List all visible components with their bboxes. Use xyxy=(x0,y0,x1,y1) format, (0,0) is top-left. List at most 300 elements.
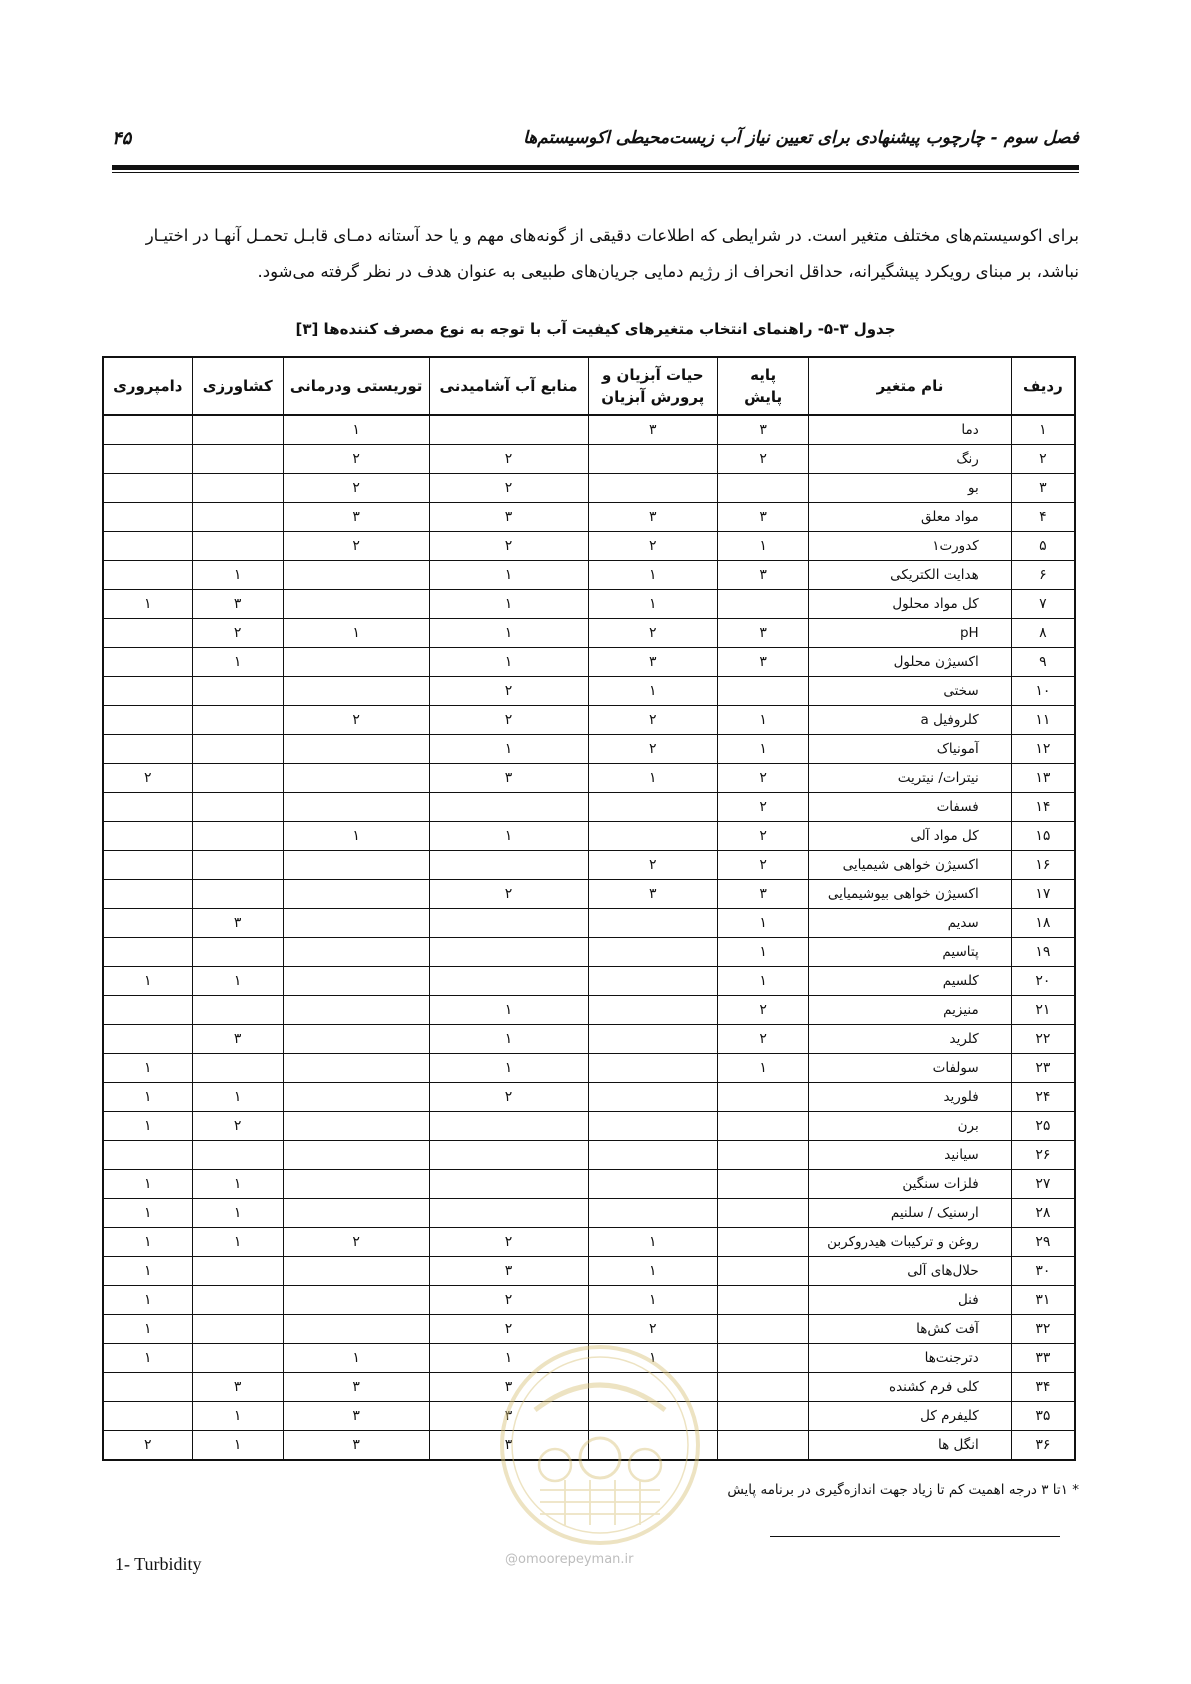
table-row xyxy=(103,822,1075,851)
cell-drinking: ۱ xyxy=(429,590,588,619)
header-rule-thick xyxy=(112,165,1079,170)
cell-livestock xyxy=(103,1141,192,1170)
cell-variable: کلسیم xyxy=(809,967,1012,996)
table-row xyxy=(103,590,1075,619)
cell-aquatic: ۲ xyxy=(588,735,718,764)
cell-row-no: ۱۹ xyxy=(1011,938,1075,967)
cell-tourism xyxy=(283,764,429,793)
cell-variable: سولفات xyxy=(809,1054,1012,1083)
cell-base xyxy=(718,1315,809,1344)
cell-tourism xyxy=(283,1112,429,1141)
cell-livestock xyxy=(103,677,192,706)
cell-agriculture xyxy=(192,851,283,880)
cell-agriculture: ۳ xyxy=(192,1025,283,1054)
cell-aquatic xyxy=(588,474,718,503)
cell-aquatic xyxy=(588,938,718,967)
table-row xyxy=(103,561,1075,590)
cell-row-no: ۷ xyxy=(1011,590,1075,619)
cell-drinking xyxy=(429,1170,588,1199)
cell-tourism: ۲ xyxy=(283,474,429,503)
cell-drinking: ۲ xyxy=(429,532,588,561)
cell-tourism xyxy=(283,793,429,822)
seal-gear-right xyxy=(629,1449,661,1481)
cell-row-no: ۹ xyxy=(1011,648,1075,677)
cell-row-no: ۲۹ xyxy=(1011,1228,1075,1257)
cell-base: ۲ xyxy=(718,764,809,793)
cell-base: ۳ xyxy=(718,561,809,590)
cell-livestock xyxy=(103,648,192,677)
cell-tourism xyxy=(283,880,429,909)
cell-variable: اکسیژن خواهی بیوشیمیایی xyxy=(809,880,1012,909)
cell-aquatic: ۱ xyxy=(588,764,718,793)
cell-drinking: ۲ xyxy=(429,1083,588,1112)
table-row xyxy=(103,1228,1075,1257)
cell-tourism: ۲ xyxy=(283,445,429,474)
cell-base xyxy=(718,1286,809,1315)
table-row xyxy=(103,1286,1075,1315)
cell-drinking: ۲ xyxy=(429,1228,588,1257)
cell-tourism xyxy=(283,1141,429,1170)
cell-agriculture: ۳ xyxy=(192,1373,283,1402)
cell-aquatic xyxy=(588,822,718,851)
table-row xyxy=(103,648,1075,677)
cell-row-no: ۳۱ xyxy=(1011,1286,1075,1315)
cell-livestock xyxy=(103,938,192,967)
cell-variable: پتاسیم xyxy=(809,938,1012,967)
cell-row-no: ۲۲ xyxy=(1011,1025,1075,1054)
cell-livestock xyxy=(103,909,192,938)
cell-agriculture xyxy=(192,764,283,793)
cell-base: ۲ xyxy=(718,793,809,822)
cell-livestock xyxy=(103,880,192,909)
table-row xyxy=(103,1257,1075,1286)
cell-agriculture: ۱ xyxy=(192,1199,283,1228)
cell-variable: کلرید xyxy=(809,1025,1012,1054)
cell-aquatic: ۱ xyxy=(588,590,718,619)
cell-row-no: ۲۰ xyxy=(1011,967,1075,996)
cell-variable: نیترات/ نیتریت xyxy=(809,764,1012,793)
cell-drinking xyxy=(429,415,588,445)
cell-drinking: ۳ xyxy=(429,1373,588,1402)
table-row xyxy=(103,1054,1075,1083)
cell-agriculture xyxy=(192,1257,283,1286)
cell-base xyxy=(718,677,809,706)
cell-livestock: ۱ xyxy=(103,967,192,996)
cell-aquatic: ۲ xyxy=(588,851,718,880)
cell-row-no: ۳۴ xyxy=(1011,1373,1075,1402)
table-row xyxy=(103,1141,1075,1170)
cell-livestock: ۱ xyxy=(103,1112,192,1141)
cell-base: ۱ xyxy=(718,1054,809,1083)
cell-drinking: ۳ xyxy=(429,764,588,793)
cell-livestock xyxy=(103,503,192,532)
cell-agriculture: ۳ xyxy=(192,909,283,938)
cell-base: ۳ xyxy=(718,503,809,532)
cell-variable: هدایت الکتریکی xyxy=(809,561,1012,590)
seal-gear xyxy=(580,1438,620,1478)
cell-variable: کل مواد آلی xyxy=(809,822,1012,851)
cell-tourism: ۲ xyxy=(283,1228,429,1257)
cell-livestock: ۱ xyxy=(103,1083,192,1112)
cell-livestock: ۱ xyxy=(103,1315,192,1344)
table-row xyxy=(103,735,1075,764)
cell-row-no: ۱ xyxy=(1011,415,1075,445)
cell-tourism: ۱ xyxy=(283,619,429,648)
header-base-line1: پایه xyxy=(750,366,777,384)
cell-aquatic: ۲ xyxy=(588,532,718,561)
table-row xyxy=(103,1112,1075,1141)
cell-livestock xyxy=(103,706,192,735)
cell-variable: اکسیژن محلول xyxy=(809,648,1012,677)
cell-variable: سختی xyxy=(809,677,1012,706)
cell-variable: منیزیم xyxy=(809,996,1012,1025)
cell-aquatic xyxy=(588,1025,718,1054)
cell-drinking xyxy=(429,938,588,967)
cell-drinking: ۲ xyxy=(429,474,588,503)
table-row xyxy=(103,851,1075,880)
cell-livestock xyxy=(103,996,192,1025)
page-header xyxy=(112,128,1079,162)
cell-tourism: ۳ xyxy=(283,1402,429,1431)
table-row xyxy=(103,967,1075,996)
cell-variable: کلی فرم کشنده xyxy=(809,1373,1012,1402)
cell-row-no: ۱۴ xyxy=(1011,793,1075,822)
cell-variable: رنگ xyxy=(809,445,1012,474)
chapter-title: فصل سوم - چارچوب پیشنهادی برای تعیین نیاز آب زیست‌محیطی اکوسیستم‌ها xyxy=(523,128,1079,148)
paragraph-line-2: نباشد، بر مبنای رویکرد پیشگیرانه، حداقل انحراف از رژیم دمایی جریان‌های طبیعی به عنوان هدف در نظر گرفته می‌شود. xyxy=(257,262,1079,281)
cell-tourism xyxy=(283,1199,429,1228)
cell-aquatic: ۱ xyxy=(588,1228,718,1257)
cell-base: ۱ xyxy=(718,967,809,996)
cell-tourism xyxy=(283,1083,429,1112)
table-row xyxy=(103,793,1075,822)
cell-base xyxy=(718,1402,809,1431)
cell-variable: مواد معلق xyxy=(809,503,1012,532)
water-quality-table xyxy=(102,356,1076,1461)
cell-variable: pH xyxy=(809,619,1012,648)
cell-drinking xyxy=(429,793,588,822)
cell-drinking: ۱ xyxy=(429,996,588,1025)
cell-livestock xyxy=(103,1402,192,1431)
header-agriculture: کشاورزی xyxy=(192,357,283,415)
cell-agriculture xyxy=(192,996,283,1025)
cell-aquatic xyxy=(588,445,718,474)
cell-variable: کدورت۱ xyxy=(809,532,1012,561)
cell-livestock: ۱ xyxy=(103,1170,192,1199)
header-tourism: توریستی ودرمانی xyxy=(283,357,429,415)
cell-livestock: ۲ xyxy=(103,1431,192,1461)
cell-drinking: ۱ xyxy=(429,561,588,590)
seal-grid xyxy=(540,1480,660,1525)
cell-aquatic xyxy=(588,1170,718,1199)
cell-base: ۳ xyxy=(718,880,809,909)
cell-base xyxy=(718,1170,809,1199)
cell-drinking: ۳ xyxy=(429,1402,588,1431)
header-rule-thin xyxy=(112,172,1079,173)
cell-livestock xyxy=(103,1373,192,1402)
cell-drinking: ۳ xyxy=(429,503,588,532)
cell-variable: سدیم xyxy=(809,909,1012,938)
table-row xyxy=(103,1025,1075,1054)
cell-drinking xyxy=(429,851,588,880)
cell-livestock xyxy=(103,415,192,445)
seal-arc xyxy=(535,1385,665,1410)
cell-variable: دما xyxy=(809,415,1012,445)
cell-drinking: ۲ xyxy=(429,677,588,706)
cell-row-no: ۱۸ xyxy=(1011,909,1075,938)
cell-tourism: ۲ xyxy=(283,706,429,735)
cell-aquatic xyxy=(588,1112,718,1141)
cell-base: ۱ xyxy=(718,706,809,735)
cell-drinking: ۲ xyxy=(429,1315,588,1344)
header-variable: نام متغیر xyxy=(809,357,1012,415)
cell-variable: حلال‌های آلی xyxy=(809,1257,1012,1286)
cell-drinking: ۲ xyxy=(429,880,588,909)
cell-variable: بو xyxy=(809,474,1012,503)
cell-base: ۱ xyxy=(718,909,809,938)
header-aquatic-line2: پرورش آبزیان xyxy=(601,388,705,406)
header-base xyxy=(718,357,809,415)
cell-livestock xyxy=(103,822,192,851)
cell-drinking: ۱ xyxy=(429,1025,588,1054)
cell-livestock: ۱ xyxy=(103,1286,192,1315)
footnote-rule xyxy=(770,1536,1060,1537)
header-drinking: منابع آب آشامیدنی xyxy=(429,357,588,415)
cell-agriculture: ۱ xyxy=(192,1228,283,1257)
cell-variable: برن xyxy=(809,1112,1012,1141)
cell-base: ۲ xyxy=(718,445,809,474)
cell-base: ۲ xyxy=(718,1025,809,1054)
cell-tourism xyxy=(283,1257,429,1286)
cell-agriculture xyxy=(192,445,283,474)
cell-agriculture: ۱ xyxy=(192,648,283,677)
cell-row-no: ۱۶ xyxy=(1011,851,1075,880)
cell-aquatic: ۳ xyxy=(588,415,718,445)
cell-agriculture xyxy=(192,793,283,822)
cell-row-no: ۳۲ xyxy=(1011,1315,1075,1344)
header-row-no: ردیف xyxy=(1011,357,1075,415)
body-paragraph xyxy=(112,218,1079,290)
table-row xyxy=(103,996,1075,1025)
cell-livestock xyxy=(103,532,192,561)
cell-agriculture xyxy=(192,1344,283,1373)
cell-agriculture xyxy=(192,735,283,764)
cell-row-no: ۳ xyxy=(1011,474,1075,503)
cell-agriculture: ۲ xyxy=(192,619,283,648)
cell-row-no: ۲۷ xyxy=(1011,1170,1075,1199)
watermark-seal-icon xyxy=(495,1340,705,1550)
cell-tourism xyxy=(283,1025,429,1054)
cell-base: ۳ xyxy=(718,648,809,677)
cell-row-no: ۲۴ xyxy=(1011,1083,1075,1112)
cell-variable: آمونیاک xyxy=(809,735,1012,764)
cell-variable: روغن و ترکیبات هیدروکربن xyxy=(809,1228,1012,1257)
cell-drinking xyxy=(429,1112,588,1141)
cell-agriculture: ۱ xyxy=(192,561,283,590)
cell-agriculture xyxy=(192,1054,283,1083)
cell-aquatic: ۱ xyxy=(588,677,718,706)
cell-base xyxy=(718,1257,809,1286)
table-caption: جدول ۳-۵- راهنمای انتخاب متغیرهای کیفیت آب با توجه به نوع مصرف کننده‌ها [۳] xyxy=(295,320,896,338)
cell-drinking: ۱ xyxy=(429,648,588,677)
cell-variable: آفت کش‌ها xyxy=(809,1315,1012,1344)
cell-row-no: ۲۵ xyxy=(1011,1112,1075,1141)
cell-aquatic: ۱ xyxy=(588,1344,718,1373)
cell-variable: سیانید xyxy=(809,1141,1012,1170)
cell-row-no: ۳۳ xyxy=(1011,1344,1075,1373)
cell-drinking: ۱ xyxy=(429,1344,588,1373)
table-row xyxy=(103,619,1075,648)
cell-livestock: ۱ xyxy=(103,1228,192,1257)
cell-base: ۳ xyxy=(718,619,809,648)
watermark-handle: @omoorepeyman.ir xyxy=(505,1552,634,1567)
cell-agriculture: ۱ xyxy=(192,1402,283,1431)
cell-tourism xyxy=(283,967,429,996)
cell-base xyxy=(718,474,809,503)
cell-aquatic xyxy=(588,793,718,822)
cell-row-no: ۳۰ xyxy=(1011,1257,1075,1286)
cell-livestock xyxy=(103,561,192,590)
cell-tourism: ۳ xyxy=(283,503,429,532)
cell-tourism xyxy=(283,677,429,706)
cell-variable: اکسیژن خواهی شیمیایی xyxy=(809,851,1012,880)
cell-tourism xyxy=(283,735,429,764)
cell-row-no: ۲ xyxy=(1011,445,1075,474)
cell-variable: فلزات سنگین xyxy=(809,1170,1012,1199)
cell-base xyxy=(718,1199,809,1228)
cell-aquatic: ۳ xyxy=(588,880,718,909)
cell-base: ۲ xyxy=(718,851,809,880)
cell-livestock xyxy=(103,793,192,822)
cell-tourism xyxy=(283,996,429,1025)
cell-row-no: ۱۰ xyxy=(1011,677,1075,706)
cell-variable: ارسنیک / سلنیم xyxy=(809,1199,1012,1228)
cell-row-no: ۱۱ xyxy=(1011,706,1075,735)
cell-row-no: ۶ xyxy=(1011,561,1075,590)
cell-livestock xyxy=(103,735,192,764)
cell-livestock xyxy=(103,619,192,648)
header-livestock: دامپروری xyxy=(103,357,192,415)
cell-aquatic xyxy=(588,1141,718,1170)
cell-agriculture xyxy=(192,938,283,967)
cell-agriculture xyxy=(192,677,283,706)
cell-row-no: ۲۶ xyxy=(1011,1141,1075,1170)
table-row xyxy=(103,532,1075,561)
cell-tourism xyxy=(283,938,429,967)
page-number: ۴۵ xyxy=(112,128,132,149)
table-row xyxy=(103,1083,1075,1112)
cell-base: ۱ xyxy=(718,532,809,561)
table-row xyxy=(103,1199,1075,1228)
cell-agriculture xyxy=(192,1286,283,1315)
cell-base xyxy=(718,1373,809,1402)
table-row xyxy=(103,474,1075,503)
cell-tourism xyxy=(283,648,429,677)
cell-row-no: ۸ xyxy=(1011,619,1075,648)
cell-base: ۳ xyxy=(718,415,809,445)
cell-variable: کلروفیل a xyxy=(809,706,1012,735)
seal-gear-left xyxy=(539,1449,571,1481)
cell-drinking: ۱ xyxy=(429,1054,588,1083)
cell-variable: فسفات xyxy=(809,793,1012,822)
cell-tourism xyxy=(283,590,429,619)
cell-drinking: ۱ xyxy=(429,822,588,851)
cell-agriculture: ۳ xyxy=(192,590,283,619)
cell-agriculture: ۱ xyxy=(192,1431,283,1461)
cell-base: ۱ xyxy=(718,938,809,967)
cell-row-no: ۱۲ xyxy=(1011,735,1075,764)
cell-livestock: ۱ xyxy=(103,590,192,619)
table-row xyxy=(103,1170,1075,1199)
cell-row-no: ۲۱ xyxy=(1011,996,1075,1025)
cell-drinking: ۲ xyxy=(429,706,588,735)
cell-agriculture xyxy=(192,503,283,532)
cell-livestock: ۱ xyxy=(103,1257,192,1286)
cell-livestock: ۱ xyxy=(103,1054,192,1083)
cell-livestock xyxy=(103,445,192,474)
cell-livestock xyxy=(103,851,192,880)
cell-tourism: ۲ xyxy=(283,532,429,561)
cell-row-no: ۲۸ xyxy=(1011,1199,1075,1228)
cell-drinking xyxy=(429,967,588,996)
cell-tourism: ۱ xyxy=(283,1344,429,1373)
cell-livestock xyxy=(103,474,192,503)
cell-aquatic: ۲ xyxy=(588,1315,718,1344)
cell-aquatic xyxy=(588,996,718,1025)
cell-drinking: ۱ xyxy=(429,735,588,764)
cell-aquatic: ۱ xyxy=(588,1286,718,1315)
cell-livestock: ۲ xyxy=(103,764,192,793)
cell-drinking: ۳ xyxy=(429,1257,588,1286)
paragraph-line-1: برای اکوسیستم‌های مختلف متغیر است. در شرایطی که اطلاعات دقیقی از گونه‌های مهم و یا حد آستانه دمـای قابـل تحمـل آنهـا در اختیـار xyxy=(145,226,1079,245)
cell-tourism xyxy=(283,909,429,938)
cell-tourism xyxy=(283,1170,429,1199)
cell-agriculture xyxy=(192,415,283,445)
cell-tourism: ۳ xyxy=(283,1431,429,1461)
cell-drinking xyxy=(429,909,588,938)
cell-tourism xyxy=(283,851,429,880)
cell-row-no: ۱۳ xyxy=(1011,764,1075,793)
table-row xyxy=(103,445,1075,474)
cell-base xyxy=(718,1431,809,1461)
cell-aquatic: ۲ xyxy=(588,706,718,735)
cell-tourism xyxy=(283,1286,429,1315)
cell-agriculture: ۱ xyxy=(192,1170,283,1199)
cell-base xyxy=(718,1112,809,1141)
cell-base xyxy=(718,1344,809,1373)
cell-base: ۲ xyxy=(718,822,809,851)
table-row xyxy=(103,938,1075,967)
table-row xyxy=(103,503,1075,532)
table-note: * ۱تا ۳ درجه اهمیت کم تا زیاد جهت اندازه‌گیری در برنامه پایش xyxy=(727,1482,1079,1498)
cell-drinking: ۱ xyxy=(429,619,588,648)
cell-agriculture xyxy=(192,532,283,561)
table-body xyxy=(103,415,1075,1460)
cell-agriculture: ۱ xyxy=(192,1083,283,1112)
table-row xyxy=(103,880,1075,909)
header-aquatic xyxy=(588,357,718,415)
cell-aquatic xyxy=(588,1083,718,1112)
cell-livestock: ۱ xyxy=(103,1344,192,1373)
cell-row-no: ۱۷ xyxy=(1011,880,1075,909)
cell-aquatic: ۱ xyxy=(588,1257,718,1286)
cell-row-no: ۵ xyxy=(1011,532,1075,561)
table-row xyxy=(103,415,1075,445)
cell-aquatic xyxy=(588,1199,718,1228)
table-row xyxy=(103,909,1075,938)
cell-variable: کل مواد محلول xyxy=(809,590,1012,619)
cell-agriculture xyxy=(192,706,283,735)
